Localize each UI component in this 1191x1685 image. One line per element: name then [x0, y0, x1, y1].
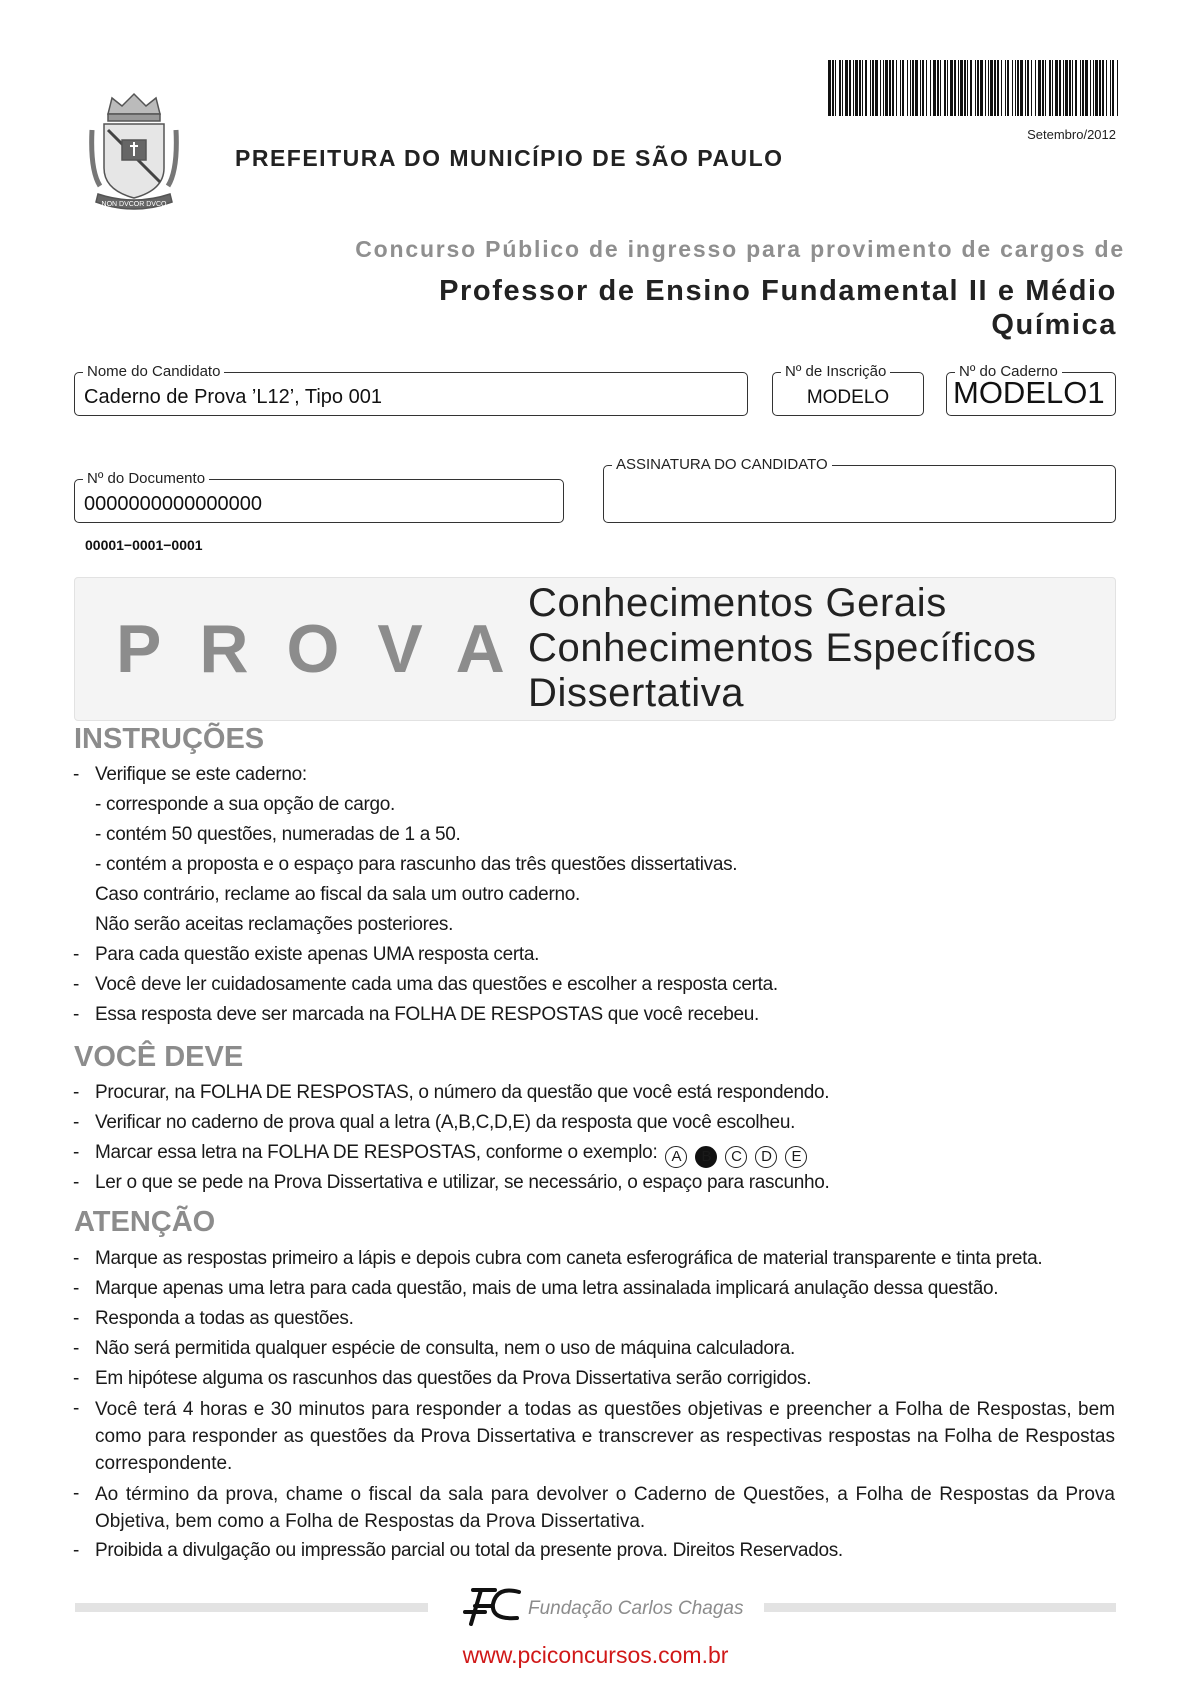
candidate-name-value: Caderno de Prova ’L12’, Tipo 001 [84, 386, 382, 408]
barcode-bar [828, 60, 831, 116]
document-number-label: Nº do Documento [83, 470, 209, 488]
barcode-bar [1031, 60, 1032, 116]
barcode-bar [960, 60, 963, 116]
bullet-dash: - [73, 1004, 80, 1025]
you-must-line: Ler o que se pede na Prova Dissertativa e utilizar, se necessário, o espaço para rascunho. [95, 1172, 830, 1193]
instruction-line: - contém a proposta e o espaço para rascunho das três questões dissertativas. [95, 854, 738, 875]
registration-number-label: Nº de Inscrição [781, 363, 890, 381]
registration-number-value: MODELO [806, 387, 890, 408]
barcode-bar [855, 60, 858, 116]
barcode-bar [950, 60, 953, 116]
barcode-bar [964, 60, 966, 116]
barcode-bar [1038, 60, 1041, 116]
attention-line: Não será permitida qualquer espécie de consulta, nem o uso de máquina calculadora. [95, 1338, 795, 1359]
instruction-line: - corresponde a sua opção de cargo. [95, 794, 396, 815]
barcode-bar [944, 60, 946, 116]
barcode-bar [940, 60, 941, 116]
you-must-heading: VOCÊ DEVE [74, 1041, 244, 1073]
barcode-bar [1017, 60, 1019, 116]
bullet-dash: - [73, 1368, 80, 1389]
barcode-bar [1015, 60, 1016, 116]
barcode-bar [970, 60, 972, 116]
barcode-bar [937, 60, 939, 116]
instruction-line: Verifique se este caderno: [95, 764, 307, 785]
bullet-dash: - [73, 1142, 80, 1163]
barcode-bar [1082, 60, 1084, 116]
fcc-logo [463, 1584, 523, 1628]
bullet-dash: - [73, 1278, 80, 1299]
barcode-bar [967, 60, 968, 116]
instruction-line: Essa resposta deve ser marcada na FOLHA DE RESPOSTAS que você recebeu. [95, 1004, 760, 1025]
barcode-bar [947, 60, 948, 116]
signature-label: ASSINATURA DO CANDIDATO [612, 456, 832, 474]
attention-line: Responda a todas as questões. [95, 1308, 354, 1329]
organization-name: PREFEITURA DO MUNICÍPIO DE SÃO PAULO [235, 145, 784, 171]
you-must-line [95, 1142, 807, 1168]
instruction-line: Para cada questão existe apenas UMA resposta certa. [95, 944, 540, 965]
attention-line: Proibida a divulgação ou impressão parcial ou total da presente prova. Direitos Reservados. [95, 1540, 843, 1561]
barcode-bar [1117, 60, 1118, 116]
barcode-bar [1055, 60, 1058, 116]
answer-bubble-c: C [725, 1146, 747, 1168]
foundation-name: Fundação Carlos Chagas [528, 1598, 744, 1619]
barcode-bar [1020, 60, 1023, 116]
barcode-bar [997, 60, 999, 116]
answer-bubble-d: D [755, 1146, 777, 1168]
barcode [828, 60, 1118, 116]
crest-motto: NON DVCOR DVCO [101, 201, 167, 208]
barcode-bar [900, 60, 901, 116]
answer-bubble-a: A [665, 1146, 687, 1168]
barcode-bar [842, 60, 843, 116]
barcode-bar [910, 60, 911, 116]
instruction-line: - contém 50 questões, numeradas de 1 a 50. [95, 824, 461, 845]
barcode-bar [954, 60, 956, 116]
barcode-bar [870, 60, 871, 116]
barcode-bar [958, 60, 959, 116]
you-must-line: Procurar, na FOLHA DE RESPOSTAS, o número da questão que você está respondendo. [95, 1082, 830, 1103]
barcode-bar [977, 60, 979, 116]
barcode-bar [988, 60, 989, 116]
bullet-dash: - [73, 974, 80, 995]
barcode-bar [1085, 60, 1088, 116]
exam-part-1: Conhecimentos Gerais [528, 581, 947, 625]
barcode-bar [872, 60, 874, 116]
barcode-bar [985, 60, 986, 116]
barcode-bar [975, 60, 976, 116]
candidate-name-field [74, 363, 748, 416]
bullet-dash: - [73, 1540, 80, 1561]
date-label: Setembro/2012 [1027, 127, 1116, 142]
barcode-bar [912, 60, 914, 116]
contest-subtitle: Concurso Público de ingresso para provimento de cargos de [355, 236, 1125, 262]
barcode-bar [865, 60, 867, 116]
barcode-bar [849, 60, 851, 116]
barcode-bar [875, 60, 878, 116]
instruction-line: Caso contrário, reclame ao fiscal da sala um outro caderno. [95, 884, 580, 905]
barcode-bar [1027, 60, 1029, 116]
barcode-bar [1110, 60, 1111, 116]
barcode-bar [902, 60, 904, 116]
barcode-bar [883, 60, 884, 116]
bullet-dash: - [73, 1483, 80, 1504]
exam-word: PROVA [116, 611, 543, 687]
barcode-bar [1035, 60, 1036, 116]
barcode-bar [1102, 60, 1104, 116]
barcode-bar [1052, 60, 1053, 116]
barcode-bar [933, 60, 936, 116]
booklet-number-field [946, 363, 1116, 416]
barcode-bar [1099, 60, 1101, 116]
candidate-name-label: Nome do Candidato [83, 363, 224, 381]
barcode-bar [853, 60, 854, 116]
barcode-bar [1075, 60, 1077, 116]
booklet-number-value: MODELO1 [953, 375, 1105, 410]
barcode-bar [885, 60, 888, 116]
position-title: Professor de Ensino Fundamental II e Médio [439, 275, 1117, 307]
barcode-bar [1080, 60, 1081, 116]
answer-bubble-b-filled: B [695, 1146, 717, 1168]
barcode-bar [1042, 60, 1044, 116]
bullet-dash: - [73, 944, 80, 965]
barcode-bar [1007, 60, 1009, 116]
barcode-bar [915, 60, 918, 116]
barcode-bar [832, 60, 834, 116]
barcode-bar [1065, 60, 1068, 116]
attention-heading: ATENÇÃO [74, 1206, 216, 1238]
barcode-bar [1072, 60, 1073, 116]
barcode-bar [1001, 60, 1002, 116]
barcode-bar [1095, 60, 1098, 116]
bullet-dash: - [73, 1398, 80, 1419]
footer-bar-right [764, 1603, 1116, 1612]
booklet-code: 00001−0001−0001 [85, 537, 203, 553]
barcode-bar [835, 60, 836, 116]
barcode-bar [930, 60, 931, 116]
footer-bar-left [75, 1603, 428, 1612]
barcode-bar [920, 60, 921, 116]
barcode-bar [1005, 60, 1006, 116]
bullet-dash: - [73, 1338, 80, 1359]
registration-number-field [772, 363, 924, 416]
barcode-bar [926, 60, 927, 116]
attention-paragraph: Você terá 4 horas e 30 minutos para responder a todas as questões objetivas e preencher a Folha de Respostas, bem como para responder as questões da Prova Dissertativa e transcrever as respectivas respostas na Folha de Respostas correspondente. [95, 1399, 1115, 1474]
barcode-bar [990, 60, 993, 116]
barcode-bar [1059, 60, 1061, 116]
barcode-bar [1045, 60, 1046, 116]
barcode-bar [1049, 60, 1051, 116]
bullet-dash: - [73, 1082, 80, 1103]
booklet-number-label: Nº do Caderno [955, 363, 1062, 381]
barcode-bar [1063, 60, 1064, 116]
barcode-bar [994, 60, 996, 116]
attention-line: Marque apenas uma letra para cada questão, mais de uma letra assinalada implicará anulação dessa questão. [95, 1278, 999, 1299]
attention-line: Marque as respostas primeiro a lápis e depois cubra com caneta esferográfica de material transparente e tinta preta. [95, 1248, 1043, 1269]
barcode-bar [862, 60, 863, 116]
barcode-bar [980, 60, 983, 116]
exam-part-2: Conhecimentos Específicos [528, 626, 1037, 670]
barcode-bar [839, 60, 841, 116]
signature-field [603, 456, 1116, 523]
bullet-dash: - [73, 1172, 80, 1193]
barcode-bar [1069, 60, 1071, 116]
barcode-bar [859, 60, 861, 116]
coat-of-arms-logo [82, 90, 186, 222]
attention-line: Em hipótese alguma os rascunhos das questões da Prova Dissertativa serão corrigidos. [95, 1368, 812, 1389]
bullet-dash: - [73, 764, 80, 785]
barcode-bar [1012, 60, 1013, 116]
barcode-bar [1090, 60, 1091, 116]
you-must-line-text: Marcar essa letra na FOLHA DE RESPOSTAS, conforme o exemplo: [95, 1142, 658, 1163]
barcode-bar [907, 60, 908, 116]
barcode-bar [880, 60, 881, 116]
barcode-bar [1025, 60, 1026, 116]
website-url[interactable]: www.pciconcursos.com.br [462, 1642, 729, 1668]
instruction-line: Não serão aceitas reclamações posteriores. [95, 914, 454, 935]
barcode-bar [1093, 60, 1094, 116]
barcode-bar [922, 60, 924, 116]
barcode-bar [1112, 60, 1114, 116]
you-must-line: Verificar no caderno de prova qual a letra (A,B,C,D,E) da resposta que você escolheu. [95, 1112, 796, 1133]
subject-title: Química [991, 309, 1117, 341]
barcode-bar [845, 60, 848, 116]
barcode-bar [889, 60, 891, 116]
barcode-bar [896, 60, 897, 116]
attention-paragraph: Ao término da prova, chame o fiscal da sala para devolver o Caderno de Questões, a Folha de Respostas da Prova Objetiva, bem como a Folha de Respostas da Prova Dissertativa. [95, 1484, 1115, 1532]
bullet-dash: - [73, 1112, 80, 1133]
barcode-bar [1106, 60, 1107, 116]
instructions-heading: INSTRUÇÕES [74, 723, 265, 755]
document-number-field [74, 470, 564, 523]
bullet-dash: - [73, 1308, 80, 1329]
document-number-value: 0000000000000000 [84, 493, 262, 515]
instruction-line: Você deve ler cuidadosamente cada uma das questões e escolher a resposta certa. [95, 974, 778, 995]
barcode-bar [892, 60, 894, 116]
bullet-dash: - [73, 1248, 80, 1269]
answer-bubble-e: E [785, 1146, 807, 1168]
exam-part-3: Dissertativa [528, 671, 745, 715]
